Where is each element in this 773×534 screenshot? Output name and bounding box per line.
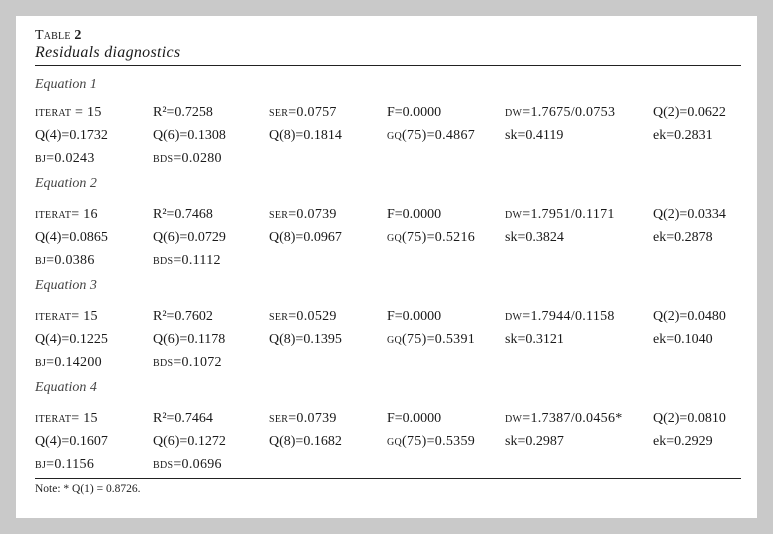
- table-cell: Q(6)=0.1272: [153, 434, 226, 449]
- table-cell: Q(8)=0.1682: [269, 434, 342, 449]
- table-cell: Q(6)=0.0729: [153, 230, 226, 245]
- table-cell: ser=0.0739: [269, 207, 337, 222]
- table-cell: F=0.0000: [387, 105, 442, 120]
- table-cell: ser=0.0739: [269, 411, 337, 426]
- equation-heading: Equation 1: [35, 77, 97, 92]
- table-cell: R²=0.7464: [153, 411, 213, 426]
- table-cell: Q(6)=0.1308: [153, 128, 226, 143]
- table-cell: Q(2)=0.0810: [653, 411, 726, 426]
- table-row: [35, 124, 741, 147]
- table-cell: Q(2)=0.0622: [653, 105, 726, 120]
- table-cell: bj=0.14200: [35, 355, 102, 370]
- table-title: Residuals diagnostics: [35, 44, 181, 61]
- table-cell: bds=0.0696: [153, 457, 222, 472]
- equation-heading: Equation 2: [35, 176, 97, 191]
- equation-block: [35, 380, 741, 476]
- table-cell: R²=0.7258: [153, 105, 213, 120]
- equation-block: [35, 176, 741, 272]
- table-row: [35, 351, 741, 374]
- table-cell: dw=1.7951/0.1171: [505, 207, 615, 222]
- table-cell: dw=1.7944/0.1158: [505, 309, 615, 324]
- bottom-rule: [35, 478, 741, 479]
- table-cell: dw=1.7675/0.0753: [505, 105, 616, 120]
- table-cell: gq(75)=0.5216: [387, 230, 476, 245]
- table-cell: bds=0.0280: [153, 151, 222, 166]
- table-row: [35, 430, 741, 453]
- table-cell: bj=0.0243: [35, 151, 95, 166]
- table-cell: Q(8)=0.0967: [269, 230, 342, 245]
- table-cell: gq(75)=0.4867: [387, 128, 476, 143]
- table-cell: Q(2)=0.0480: [653, 309, 726, 324]
- table-cell: F=0.0000: [387, 411, 442, 426]
- equation-heading: Equation 4: [35, 380, 97, 395]
- equation-block: [35, 77, 741, 170]
- table-cell: bds=0.1112: [153, 253, 221, 268]
- table-cell: iterat= 16: [35, 207, 98, 222]
- table-row: [35, 407, 741, 430]
- table-label: [35, 28, 741, 44]
- table-cell: ek=0.2929: [653, 434, 713, 449]
- table-cell: ek=0.1040: [653, 332, 713, 347]
- table-cell: ser=0.0529: [269, 309, 337, 324]
- table-cell: R²=0.7468: [153, 207, 213, 222]
- table-cell: F=0.0000: [387, 309, 442, 324]
- equation-heading: Equation 3: [35, 278, 97, 293]
- equation-block: [35, 278, 741, 374]
- table-cell: gq(75)=0.5391: [387, 332, 476, 347]
- table-cell: Q(8)=0.1814: [269, 128, 342, 143]
- table-note: Note: * Q(1) = 0.8726.: [35, 483, 141, 495]
- table-row: [35, 453, 741, 476]
- table-cell: Q(8)=0.1395: [269, 332, 342, 347]
- table-cell: sk=0.3121: [505, 332, 564, 347]
- table-label-word: Table: [35, 28, 71, 43]
- table-row: [35, 226, 741, 249]
- table-cell: Q(4)=0.1225: [35, 332, 108, 347]
- table-row: [35, 101, 741, 124]
- table-cell: bj=0.0386: [35, 253, 95, 268]
- table-row: [35, 203, 741, 226]
- table-cell: Q(4)=0.1732: [35, 128, 108, 143]
- table-cell: sk=0.2987: [505, 434, 564, 449]
- table-cell: sk=0.3824: [505, 230, 564, 245]
- table-cell: R²=0.7602: [153, 309, 213, 324]
- table-cell: dw=1.7387/0.0456*: [505, 411, 623, 426]
- table-cell: bj=0.1156: [35, 457, 95, 472]
- table-cell: Q(4)=0.1607: [35, 434, 108, 449]
- table-row: [35, 328, 741, 351]
- table-cell: Q(6)=0.1178: [153, 332, 226, 347]
- table-cell: iterat = 15: [35, 105, 102, 120]
- table-cell: gq(75)=0.5359: [387, 434, 476, 449]
- table-cell: iterat= 15: [35, 309, 98, 324]
- table-cell: ek=0.2878: [653, 230, 713, 245]
- table-cell: Q(2)=0.0334: [653, 207, 726, 222]
- table-label-number: 2: [74, 28, 82, 43]
- table-cell: Q(4)=0.0865: [35, 230, 108, 245]
- table-cell: ser=0.0757: [269, 105, 337, 120]
- document-sheet: [16, 16, 757, 518]
- table-row: [35, 305, 741, 328]
- table-cell: F=0.0000: [387, 207, 442, 222]
- top-rule: [35, 65, 741, 66]
- table-cell: ek=0.2831: [653, 128, 713, 143]
- table-cell: sk=0.4119: [505, 128, 564, 143]
- table-container: [35, 28, 741, 496]
- table-cell: bds=0.1072: [153, 355, 222, 370]
- table-row: [35, 147, 741, 170]
- table-cell: iterat= 15: [35, 411, 98, 426]
- table-row: [35, 249, 741, 272]
